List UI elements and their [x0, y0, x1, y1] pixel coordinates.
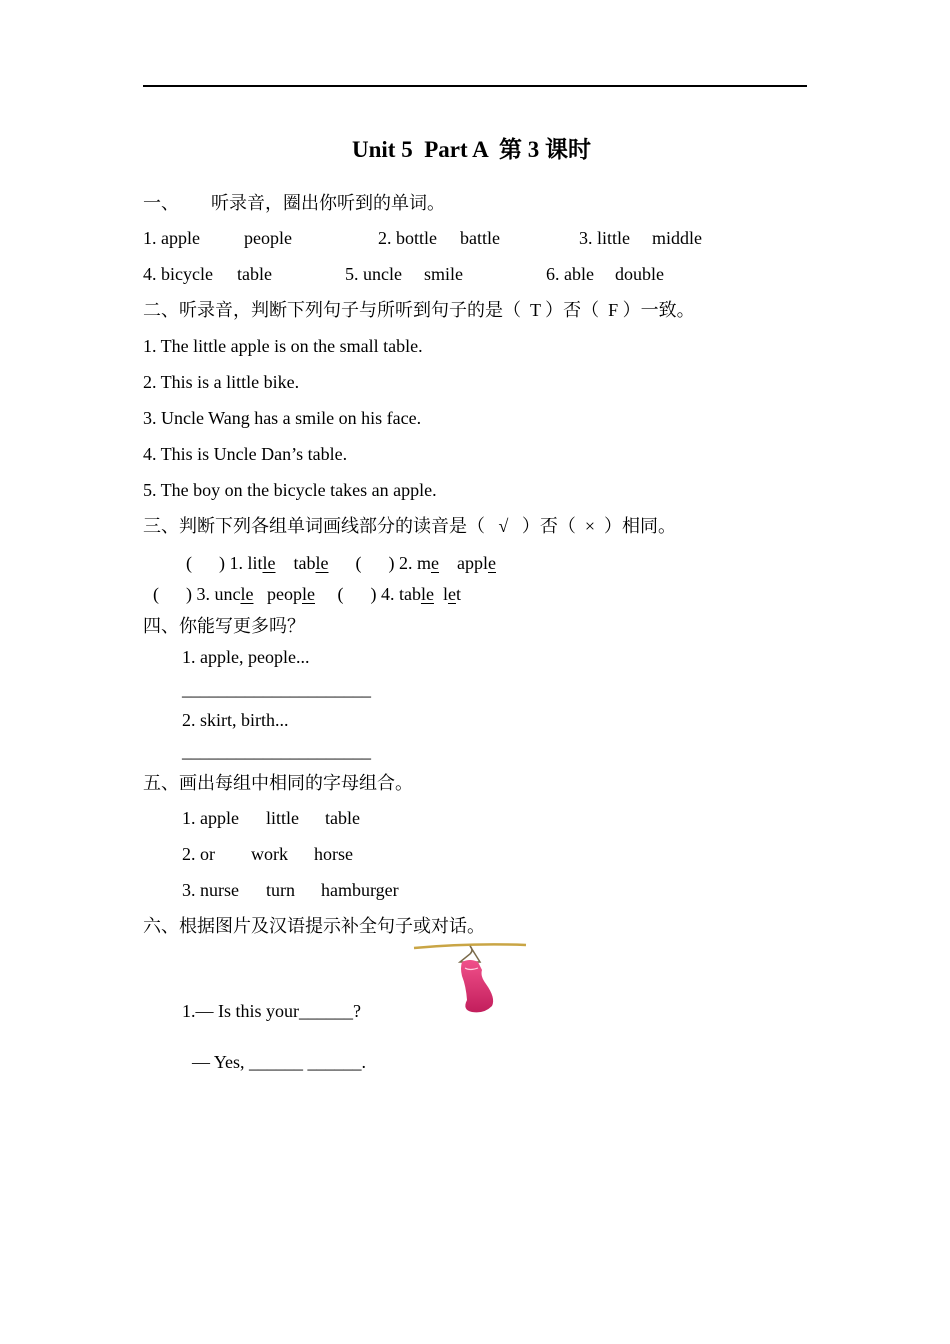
- write-more-item-1: 1. apple, people...: [182, 647, 310, 667]
- word-smile: smile: [424, 264, 463, 284]
- pronunciation-row-2: ( ) 3. uncle people ( ) 4. table let: [153, 584, 461, 604]
- answer-blank-2: _____________________: [182, 741, 371, 761]
- word-able: 6. able: [546, 264, 594, 284]
- word-double: double: [615, 264, 664, 284]
- word-battle: battle: [460, 228, 500, 248]
- dialogue-question-1: 1.— Is this your______?: [182, 1001, 361, 1021]
- sentence-3: 3. Uncle Wang has a smile on his face.: [143, 408, 422, 428]
- dialogue-answer-1: — Yes, ______ ______.: [192, 1052, 367, 1072]
- sentence-5: 5. The boy on the bicycle takes an apple.: [143, 480, 437, 500]
- pronunciation-row-1: ( ) 1. litle table ( ) 2. me apple: [186, 553, 496, 573]
- section-4-heading: 四、你能写更多吗？: [143, 616, 305, 636]
- sentence-1: 1. The little apple is on the small table.: [143, 336, 423, 356]
- group-3-word-3: hamburger: [321, 880, 399, 900]
- word-apple: 1. apple: [143, 228, 200, 248]
- answer-blank-1: _____________________: [182, 679, 371, 699]
- section-1-heading: 听录音，圈出你听到的单词。: [211, 193, 445, 213]
- group-3-word-1: 3. nurse: [182, 880, 239, 900]
- word-uncle: 5. uncle: [345, 264, 402, 284]
- section-5-heading: 五、画出每组中相同的字母组合。: [143, 773, 413, 793]
- group-2-word-2: work: [251, 844, 288, 864]
- sentence-2: 2. This is a little bike.: [143, 372, 300, 392]
- group-2-word-3: horse: [314, 844, 353, 864]
- word-bottle: 2. bottle: [378, 228, 437, 248]
- group-2-word-1: 2. or: [182, 844, 215, 864]
- group-1-word-3: table: [325, 808, 360, 828]
- group-1-word-1: 1. apple: [182, 808, 239, 828]
- sentence-4: 4. This is Uncle Dan’s table.: [143, 444, 348, 464]
- page-title: Unit 5 Part A 第 3 课时: [352, 137, 591, 162]
- section-2-heading: 二、听录音，判断下列句子与所听到句子的是（ T ）否（ F ）一致。: [143, 300, 695, 320]
- group-3-word-2: turn: [266, 880, 295, 900]
- word-bicycle: 4. bicycle: [143, 264, 213, 284]
- word-middle: middle: [652, 228, 702, 248]
- group-1-word-2: little: [266, 808, 299, 828]
- word-table: table: [237, 264, 272, 284]
- section-3-heading: 三、判断下列各组单词画线部分的读音是（ √ ）否（ × ）相同。: [143, 516, 677, 536]
- header-rule: [143, 85, 807, 87]
- word-little: 3. little: [579, 228, 630, 248]
- word-people: people: [244, 228, 292, 248]
- section-1-number: 一、: [143, 193, 179, 213]
- section-6-heading: 六、根据图片及汉语提示补全句子或对话。: [143, 916, 485, 936]
- write-more-item-2: 2. skirt, birth...: [182, 710, 289, 730]
- dress-on-hanger-image: [412, 940, 528, 1020]
